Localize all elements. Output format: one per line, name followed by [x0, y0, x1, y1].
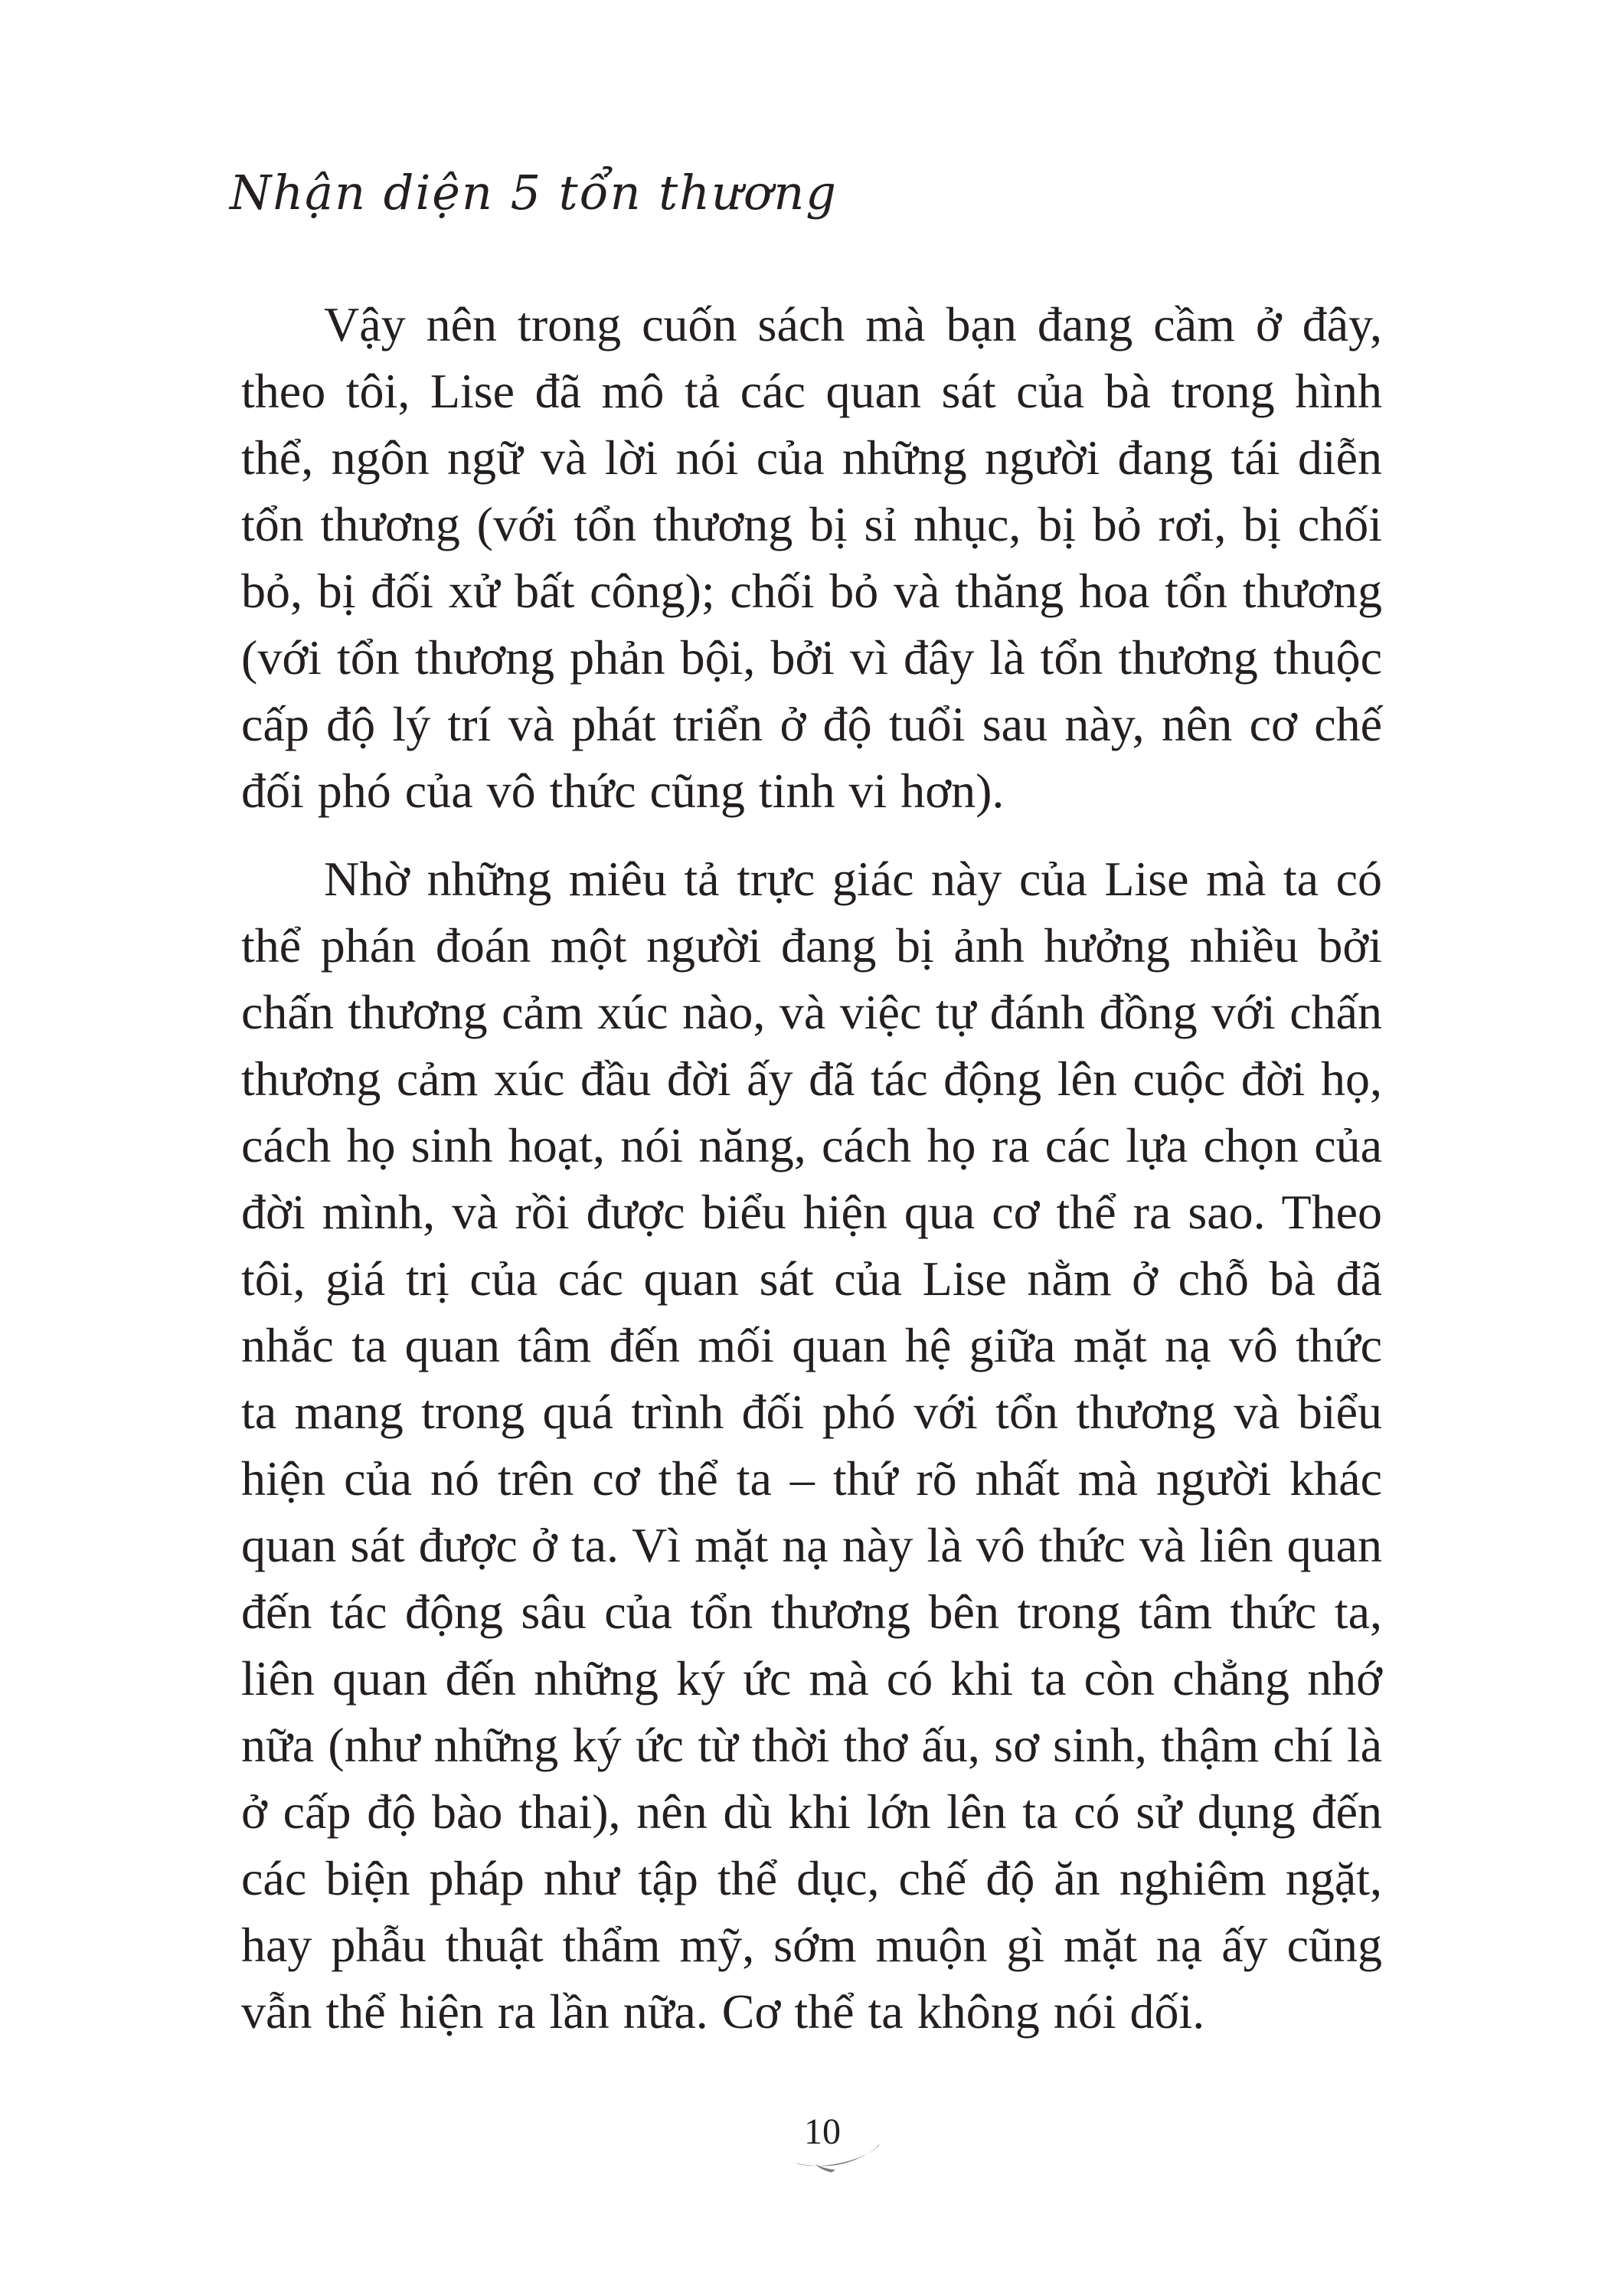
- paragraph-1: Vậy nên trong cuốn sách mà bạn đang cầm ở đây, theo tôi, Lise đã mô tả các quan sát của bà trong hình thể, ngôn ngữ và lời nói của những người đang tái diễn tổn thương (với tổn thương bị sỉ nhục, bị bỏ rơi, bị chối bỏ, bị đối xử bất công); chối bỏ và thăng hoa tổn thương (với tổn thương phản bội, bởi vì đây là tổn thương thuộc cấp độ lý trí và phát triển ở độ tuổi sau này, nên cơ chế đối phó của vô thức cũng tinh vi hơn).: [241, 297, 1382, 818]
- body-text: [241, 291, 1382, 2045]
- flourish-ornament-icon: [792, 2143, 882, 2173]
- running-header: Nhận diện 5 tổn thương: [230, 165, 838, 221]
- page-footer: [772, 2108, 894, 2192]
- flourish-swoosh-shape: [795, 2144, 880, 2166]
- page-number: 10: [804, 2111, 841, 2152]
- paragraph-2: Nhờ những miêu tả trực giác này của Lise mà ta có thể phán đoán một người đang bị ảnh hưởng nhiều bởi chấn thương cảm xúc nào, và việc tự đánh đồng với chấn thương cảm xúc đầu đời ấy đã tác động lên cuộc đời họ, cách họ sinh hoạt, nói năng, cách họ ra các lựa chọn của đời mình, và rồi được biểu hiện qua cơ thể ra sao. Theo tôi, giá trị của các quan sát của Lise nằm ở chỗ bà đã nhắc ta quan tâm đến mối quan hệ giữa mặt nạ vô thức ta mang trong quá trình đối phó với tổn thương và biểu hiện của nó trên cơ thể ta – thứ rõ nhất mà người khác quan sát được ở ta. Vì mặt nạ này là vô thức và liên quan đến tác động sâu của tổn thương bên trong tâm thức ta, liên quan đến những ký ức mà có khi ta còn chẳng nhớ nữa (như những ký ức từ thời thơ ấu, sơ sinh, thậm chí là ở cấp độ bào thai), nên dù khi lớn lên ta có sử dụng đến các biện pháp như tập thể dục, chế độ ăn nghiêm ngặt, hay phẫu thuật thẩm mỹ, sớm muộn gì mặt nạ ấy cũng vẫn thể hiện ra lần nữa. Cơ thể ta không nói dối.: [241, 852, 1382, 2039]
